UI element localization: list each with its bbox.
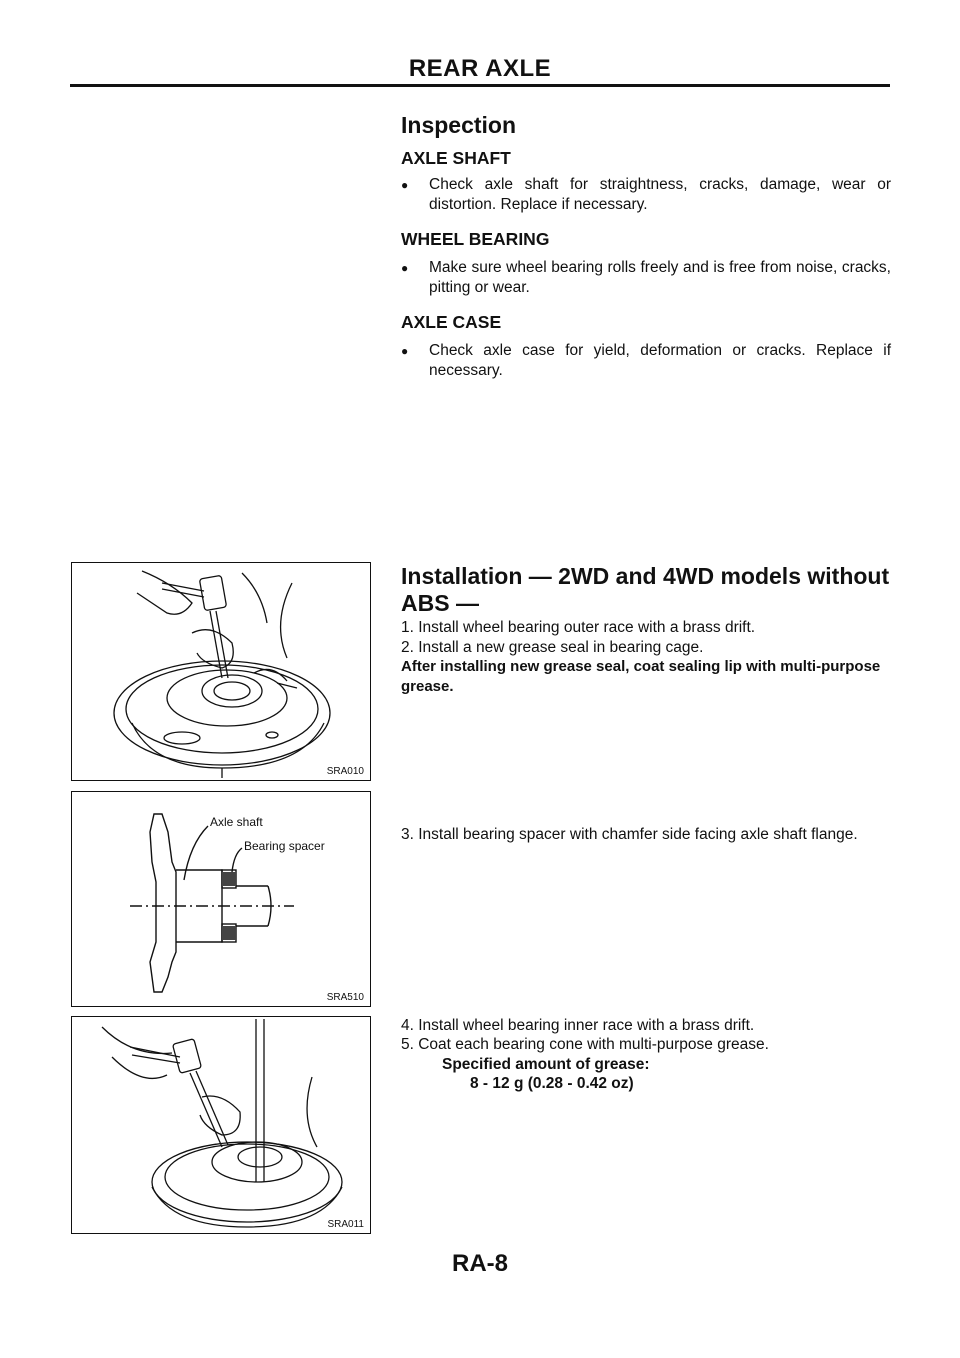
- inspection-title: Inspection: [401, 112, 517, 138]
- spec-label: Specified amount of grease:: [442, 1056, 650, 1073]
- bearing-spacer-diagram: [72, 792, 370, 1006]
- step-5: 5. Coat each bearing cone with multi-purpose grease.: [401, 1036, 769, 1053]
- bearing-install-illustration: [72, 1017, 370, 1233]
- wheel-bearing-heading: WHEEL BEARING: [401, 229, 550, 249]
- label-axle-shaft: Axle shaft: [210, 815, 263, 829]
- figure-code: SRA510: [326, 992, 364, 1003]
- figure-sra010: [71, 562, 371, 781]
- figure-sra510: [71, 791, 371, 1007]
- axle-case-heading: AXLE CASE: [401, 312, 502, 332]
- page-number: RA-8: [451, 1250, 508, 1277]
- step-4: 4. Install wheel bearing inner race with a brass drift.: [401, 1017, 755, 1034]
- axle-shaft-bullet: ● Check axle shaft for straightness, cracks, damage, wear or distortion. Replace if necessary.: [401, 176, 891, 213]
- figure-code: SRA010: [326, 766, 364, 777]
- header-rule: [70, 84, 890, 87]
- installation-title: Installation — 2WD and 4WD models without ABS —: [401, 563, 890, 616]
- hammer-drift-illustration: [72, 563, 370, 780]
- figure-sra011: [71, 1016, 371, 1234]
- axle-shaft-heading: AXLE SHAFT: [401, 148, 511, 168]
- figure-code: SRA011: [327, 1219, 364, 1230]
- note-grease-seal: After installing new grease seal, coat sealing lip with multi-purpose grease.: [401, 658, 881, 695]
- page-header-title: REAR AXLE: [408, 55, 552, 82]
- bullet-icon: ●: [401, 178, 409, 192]
- axle-case-bullet: ● Check axle case for yield, deformation or cracks. Replace if necessary.: [401, 342, 891, 379]
- bullet-icon: ●: [401, 261, 409, 275]
- label-bearing-spacer: Bearing spacer: [244, 839, 325, 853]
- step-1: 1. Install wheel bearing outer race with a brass drift.: [401, 619, 756, 636]
- spec-value: 8 - 12 g (0.28 - 0.42 oz): [470, 1075, 634, 1092]
- step-2: 2. Install a new grease seal in bearing cage.: [401, 639, 704, 656]
- bullet-icon: ●: [401, 344, 409, 358]
- wheel-bearing-bullet: ● Make sure wheel bearing rolls freely and is free from noise, cracks, pitting or wear.: [401, 259, 891, 296]
- step-3: 3. Install bearing spacer with chamfer side facing axle shaft flange.: [401, 826, 858, 843]
